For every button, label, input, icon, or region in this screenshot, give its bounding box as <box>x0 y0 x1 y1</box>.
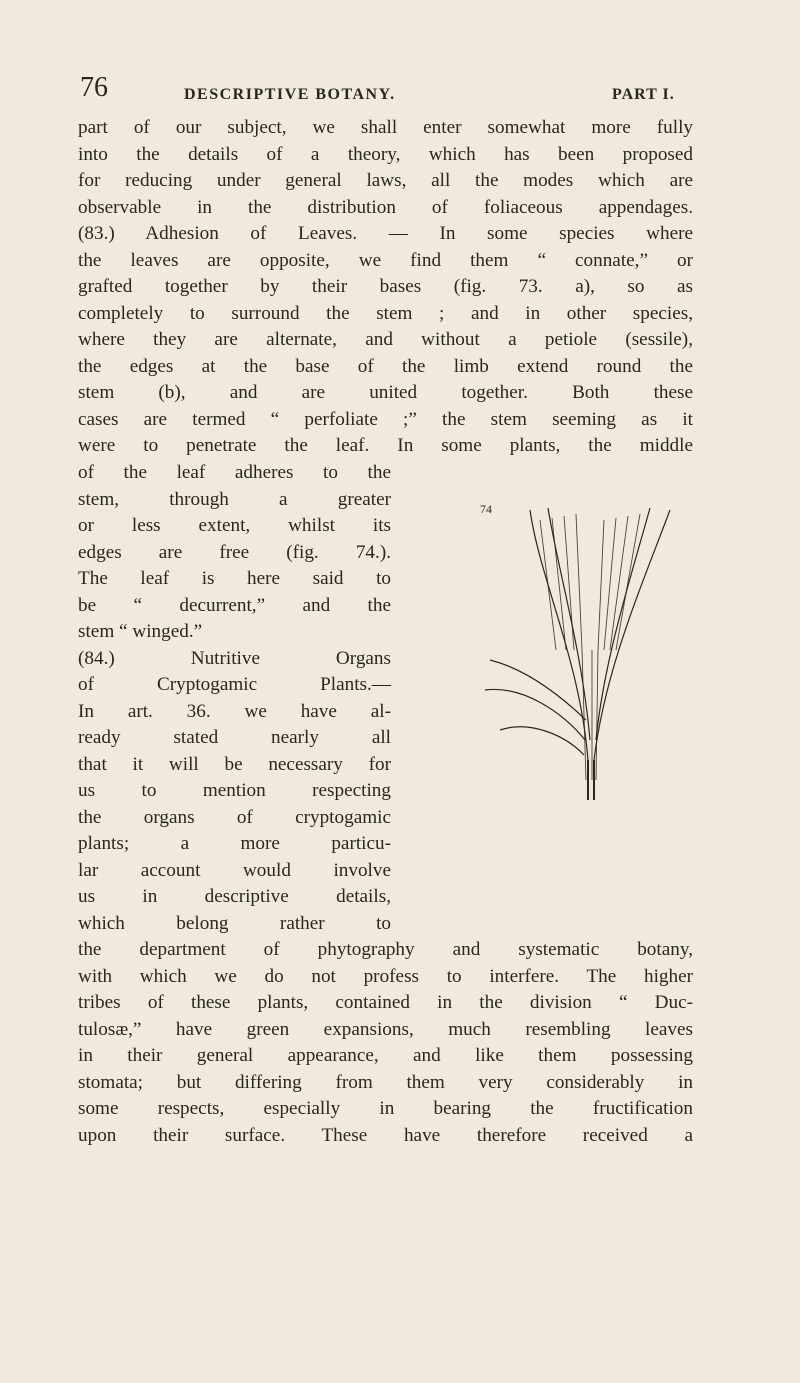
text-line: for reducing under general laws, all the modes which are <box>78 170 693 191</box>
text-line: stem (b), and are united together. Both these <box>78 382 693 403</box>
text-line: (84.) Nutritive Organs <box>78 647 391 669</box>
text-line: (83.) Adhesion of Leaves. — In some species where <box>78 223 693 244</box>
body-text-bottom <box>78 937 693 1149</box>
body-text-narrow <box>78 460 391 937</box>
text-line: The leaf is here said to <box>78 568 391 589</box>
body-text-top <box>78 115 693 460</box>
figure-number: 74 <box>480 502 492 516</box>
text-line: observable in the distribution of foliaceous appendages. <box>78 196 693 218</box>
text-line: of the leaf adheres to the <box>78 462 391 483</box>
text-line: ready stated nearly all <box>78 727 391 748</box>
text-line: grafted together by their bases (fig. 73. a), so as <box>78 276 693 297</box>
text-line: In art. 36. we have al- <box>78 700 391 722</box>
running-title: DESCRIPTIVE BOTANY. <box>184 86 396 103</box>
text-line: upon their surface. These have therefore received a <box>78 1124 693 1146</box>
text-line: tribes of these plants, contained in the division “ Duc- <box>78 992 693 1013</box>
text-line: part of our subject, we shall enter somewhat more fully <box>78 117 693 138</box>
text-line: some respects, especially in bearing the fructification <box>78 1098 693 1119</box>
text-line: lar account would involve <box>78 859 391 881</box>
text-line: us in descriptive details, <box>78 886 391 907</box>
text-line: cases are termed “ perfoliate ;” the stem seeming as it <box>78 408 693 430</box>
text-line: the organs of cryptogamic <box>78 806 391 828</box>
page-number: 76 <box>80 72 108 103</box>
text-line: the leaves are opposite, we find them “ connate,” or <box>78 249 693 271</box>
text-line: which belong rather to <box>78 912 391 934</box>
text-line: be “ decurrent,” and the <box>78 594 391 616</box>
text-line: tulosæ,” have green expansions, much resembling leaves <box>78 1018 693 1040</box>
text-line: the department of phytography and systematic botany, <box>78 939 693 960</box>
page-header <box>80 72 680 112</box>
text-line: of Cryptogamic Plants.— <box>78 674 391 695</box>
text-line: that it will be necessary for <box>78 753 391 775</box>
text-line: edges are free (fig. 74.). <box>78 541 391 563</box>
text-line: us to mention respecting <box>78 780 391 801</box>
text-line: stomata; but differing from them very considerably in <box>78 1071 693 1093</box>
figure-74 <box>470 500 680 800</box>
text-line: the edges at the base of the limb extend round the <box>78 355 693 377</box>
text-line: with which we do not profess to interfere. The higher <box>78 965 693 987</box>
decurrent-leaf-illustration <box>470 500 680 800</box>
part-label: PART I. <box>612 86 675 103</box>
text-line: stem “ winged.” <box>78 621 203 642</box>
text-line: completely to surround the stem ; and in other species, <box>78 302 693 324</box>
text-line: into the details of a theory, which has been proposed <box>78 143 693 165</box>
text-line: in their general appearance, and like them possessing <box>78 1045 693 1066</box>
text-line: were to penetrate the leaf. In some plants, the middle <box>78 435 693 456</box>
text-line: or less extent, whilst its <box>78 515 391 536</box>
text-line: plants; a more particu- <box>78 833 391 854</box>
text-line: where they are alternate, and without a petiole (sessile), <box>78 329 693 350</box>
text-line: stem, through a greater <box>78 488 391 510</box>
